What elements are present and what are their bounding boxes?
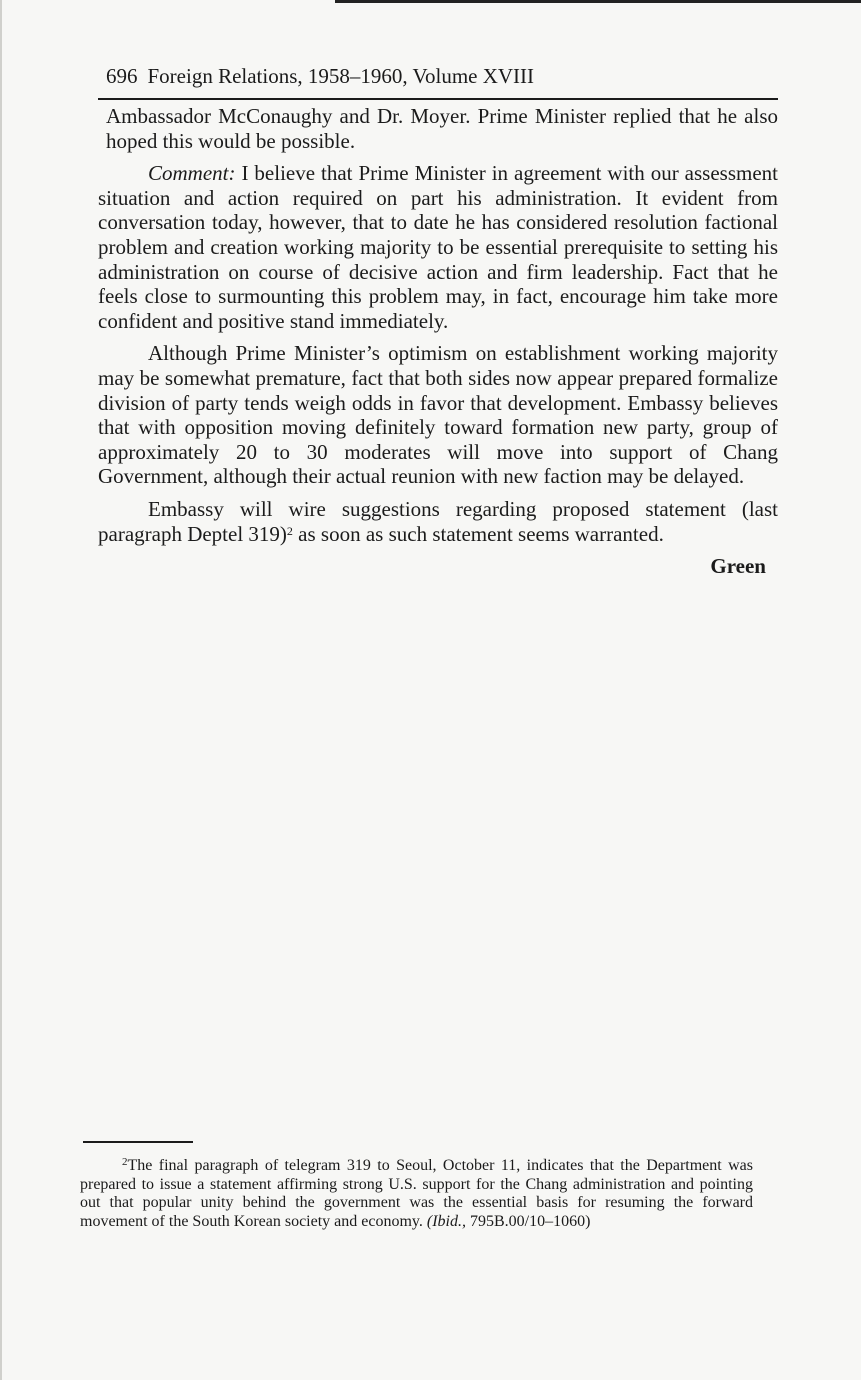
- footnote-number: 2: [122, 1156, 128, 1168]
- footnote: [80, 1157, 753, 1231]
- page-content: [98, 62, 778, 579]
- signature: Green: [710, 554, 766, 579]
- paragraph-2: [98, 161, 778, 333]
- header-rule: [98, 98, 778, 100]
- running-head: [98, 62, 778, 90]
- paragraph-4: [98, 497, 778, 546]
- paragraph-3: Although Prime Minister’s optimism on establishment working majority may be somewhat premature, fact that both sides now appear prepared formalize division of party tends weigh odds in favor that development. Embassy believes that with opposition moving definitely toward formation new party, group of approximately 20 to 30 moderates will move into support of Chang Government, although their actual reunion with new faction may be delayed.: [98, 341, 778, 489]
- comment-label: Comment:: [148, 161, 236, 186]
- running-title: Foreign Relations, 1958–1960, Volume XVIII: [147, 64, 535, 88]
- footnote-citation-ref: 795B.00/10–1060): [465, 1212, 591, 1230]
- page-number: 696: [106, 64, 138, 88]
- page-left-edge: [0, 0, 2, 1380]
- paragraph-4-text-b: as soon as such statement seems warranted.: [292, 521, 664, 546]
- footnote-rule: [83, 1141, 193, 1143]
- paragraph-4-text-a: Embassy will wire suggestions regarding proposed statement (last paragraph Deptel 319): [98, 496, 778, 546]
- paragraph-2-text: I believe that Prime Minister in agreement with our assessment situation and action required on part his administration. It evident from conversation today, however, that to date he has considered resolution factional problem and creation working majority to be essential prerequisite to setting his administration on course of decisive action and firm leadership. Fact that he feels close to surmounting this problem may, in fact, encourage him take more confident and positive stand immediately.: [98, 161, 778, 333]
- body-text: [98, 104, 778, 546]
- footnote-reference: 2: [286, 523, 293, 538]
- footnote-citation-ibid: (Ibid.,: [426, 1212, 466, 1230]
- footnote-text: The final paragraph of telegram 319 to Seoul, October 11, indicates that the Department was prepared to issue a statement affirming strong U.S. support for the Chang administration and pointing out that popular unity behind the government was the essential basis for resuming the forward movement of the South Korean society and economy.: [80, 1157, 753, 1230]
- paragraph-1: Ambassador McConaughy and Dr. Moyer. Prime Minister replied that he also hoped this would be possible.: [106, 104, 778, 153]
- scan-top-rule: [335, 0, 861, 3]
